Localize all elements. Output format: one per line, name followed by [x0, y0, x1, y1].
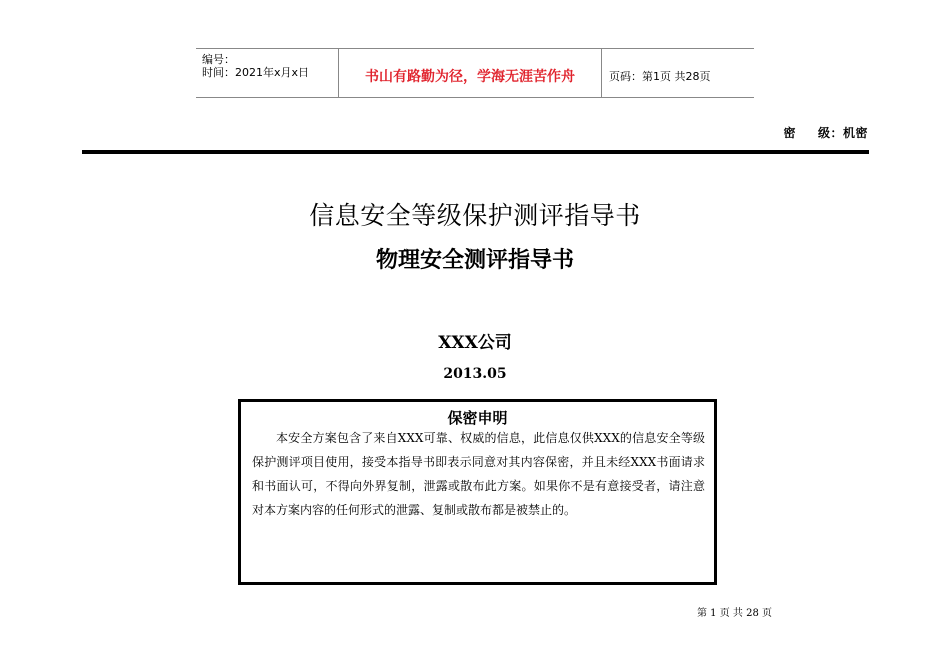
- document-time-label: 时间：2021年x月x日: [202, 66, 310, 79]
- confidentiality-statement-box: [238, 399, 717, 585]
- page-code-label: 页码：第1页 共28页: [609, 70, 711, 83]
- document-date: 2013.05: [443, 366, 507, 382]
- secrecy-level: [783, 124, 868, 141]
- header-left-cell: [196, 49, 338, 97]
- page-footer: 第 1 页 共 28 页: [697, 608, 772, 619]
- header-motto: 书山有路勤为径，学海无涯苦作舟: [365, 69, 575, 85]
- company-name: XXX公司: [438, 333, 512, 353]
- document-subtitle: 物理安全测评指导书: [375, 248, 574, 273]
- header-divider: [82, 150, 869, 154]
- secrecy-value: 级：机密: [817, 126, 868, 140]
- document-header-table: [196, 48, 754, 98]
- statement-title: 保密申明: [447, 409, 508, 427]
- document-title: 信息安全等级保护测评指导书: [309, 201, 641, 230]
- secrecy-label: 密: [783, 126, 796, 140]
- header-middle-cell: [338, 49, 602, 97]
- document-number-label: 编号：: [202, 53, 235, 66]
- header-right-cell: [601, 49, 754, 97]
- statement-body: 本安全方案包含了来自XXX可靠、权威的信息，此信息仅供XXX的信息安全等级保护测评项目使用，接受本指导书即表示同意对其内容保密，并且未经XXX书面请求和书面认可，不得向外界复制，泄露或散布此方案。如果你不是有意接受者，请注意对本方案内容的任何形式的泄露、复制或散布都是被禁止的。: [252, 431, 705, 517]
